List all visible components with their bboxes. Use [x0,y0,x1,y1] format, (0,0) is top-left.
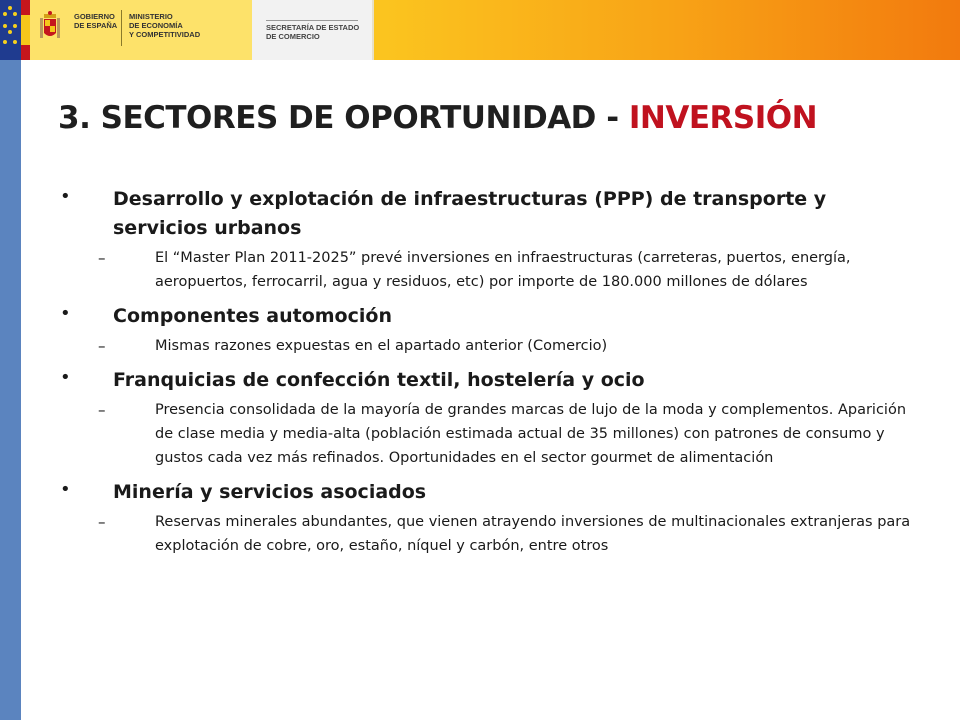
bullet-heading: Desarrollo y explotación de infraestructuras (PPP) de transporte y servicios urbanos [113,188,827,239]
government-logo [30,0,252,60]
ministry-text: MINISTERIO DE ECONOMÍA Y COMPETITIVIDAD [129,12,201,39]
secretariat-rule [266,20,358,21]
header-banner [0,0,960,60]
sub-marker: – [98,401,106,419]
sub-marker: – [98,249,106,267]
left-accent-bar [0,60,21,720]
bullet-item [58,478,920,558]
bullet-heading: Minería y servicios asociados [113,481,427,503]
sub-text: Mismas razones expuestas en el apartado anterior (Comercio) [155,338,608,354]
secretariat-text: SECRETARÍA DE ESTADO DE COMERCIO [266,23,360,41]
sub-item [58,510,920,558]
bullet-item [58,366,920,470]
sub-text: El “Master Plan 2011-2025” prevé inversiones en infraestructuras (carreteras, puertos, energía, aeropuertos, ferrocarril, agua y residuos, etc) por importe de 180.000 millones de dólares [155,250,851,290]
sub-marker: – [98,337,106,355]
sub-item [58,334,920,358]
bullet-marker: • [60,186,71,207]
logo-divider [121,10,122,46]
secretariat-logo [252,0,374,60]
sub-text: Presencia consolidada de la mayoría de grandes marcas de lujo de la moda y complementos. Aparición de clase media y media-alta (población estimada actual de 35 millones) con patrones de consumo y gustos cada vez más refinados. Oportunidades en el sector gourmet de alimentación [155,402,907,466]
bullet-item [58,185,920,294]
bullet-marker: • [60,303,71,324]
bullet-marker: • [60,479,71,500]
slide-content [58,185,920,566]
sub-text: Reservas minerales abundantes, que vienen atrayendo inversiones de multinacionales extranjeras para explotación de cobre, oro, estaño, níquel y carbón, entre otros [155,514,911,554]
eu-flag-icon [0,0,21,60]
sub-item [58,398,920,470]
bullet-heading: Franquicias de confección textil, hostelería y ocio [113,369,645,391]
title-accent: INVERSIÓN [628,100,818,136]
bullet-marker: • [60,367,71,388]
coat-of-arms-icon [38,10,62,44]
bullet-heading: Componentes automoción [113,305,392,327]
title-main: 3. SECTORES DE OPORTUNIDAD - [58,100,629,136]
sub-marker: – [98,513,106,531]
spain-flag-icon [21,0,30,60]
slide-title [58,100,938,136]
sub-item [58,246,920,294]
bullet-item [58,302,920,358]
government-text: GOBIERNO DE ESPAÑA [74,12,118,30]
